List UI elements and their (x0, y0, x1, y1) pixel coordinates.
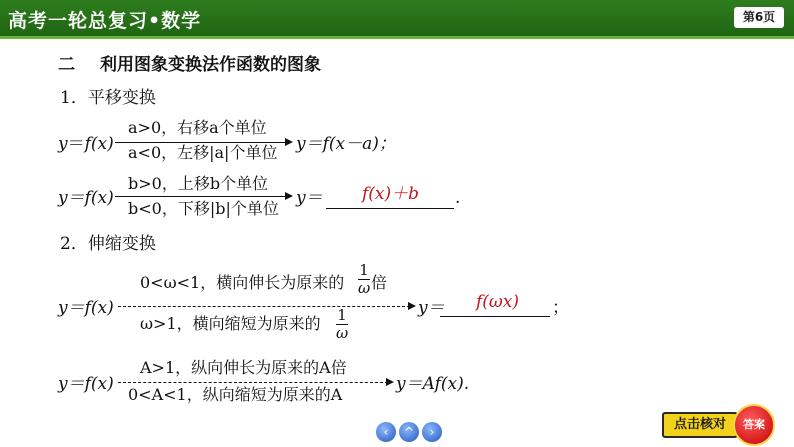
header-bar (0, 0, 794, 39)
course-title: 高考一轮总复习•数学 (8, 10, 202, 32)
row2-bottom-condition: b<0，下移|b|个单位 (128, 199, 279, 218)
row1-lhs-eq: ＝ (67, 134, 85, 154)
row3-end: ； (552, 298, 569, 318)
row3-top-condition: 0<ω<1，横向伸长为原来的 (140, 273, 345, 292)
row2-arrow-line (115, 196, 287, 197)
row2-result-prefix: y＝ (296, 188, 323, 208)
row3-arrow-head (408, 302, 416, 310)
prev-page-button[interactable]: ‹ (376, 422, 396, 442)
row3-top-fraction (358, 263, 370, 296)
subsection-title-1: 1．平移变换 (60, 88, 156, 108)
row4-bottom-condition: 0<A<1，纵向缩短为原来的A (128, 385, 343, 404)
row3-arrow-line (118, 306, 410, 307)
section-title: 利用图象变换法作函数的图象 (100, 55, 321, 75)
row1-lhs-x: (x) (90, 134, 114, 154)
check-answer-button[interactable]: 点击核对 (662, 412, 738, 438)
row3-bottom-condition: ω>1，横向缩短为原来的 (140, 314, 321, 333)
row3-answer: f(ωx) (476, 292, 520, 312)
row3-bot-frac-num: 1 (337, 306, 347, 324)
section-number: 二 (58, 55, 75, 75)
row4-top-condition: A>1，纵向伸长为原来的A倍 (140, 358, 347, 377)
subsection-title-2: 2．伸缩变换 (60, 234, 156, 254)
row4-lhs: y＝f(x) (58, 374, 114, 394)
next-page-button[interactable]: › (422, 422, 442, 442)
row3-bot-frac-den: ω (336, 324, 349, 342)
row2-answer: f(x)＋b (362, 184, 420, 204)
row1-lhs-y: y (58, 134, 68, 154)
row1-bottom-condition: a<0，左移|a|个单位 (128, 143, 278, 162)
page-badge: 第6页 (734, 7, 784, 28)
row1-lhs-f: f (84, 134, 91, 154)
row3-top-frac-num: 1 (359, 261, 369, 279)
row2-end: . (455, 188, 461, 208)
row1-result: y＝f(x－a)； (296, 134, 396, 154)
row4-arrow-line (118, 382, 388, 383)
row4-result: y＝Af(x). (396, 374, 470, 394)
row2-arrow-head (285, 192, 293, 200)
row3-lhs: y＝f(x) (58, 298, 114, 318)
row1-top-condition: a>0，右移a个单位 (128, 118, 267, 137)
row3-result-prefix: y＝ (418, 298, 445, 318)
row2-top-condition: b>0，上移b个单位 (128, 174, 269, 193)
row4-arrow-head (386, 378, 394, 386)
answer-circle-button[interactable]: 答案 (733, 404, 775, 446)
home-button[interactable]: ^ (399, 422, 419, 442)
row3-top-tail: 倍 (371, 273, 388, 292)
row1-arrow-head (285, 138, 293, 146)
row3-top-frac-den: ω (358, 279, 371, 297)
row3-bottom-fraction (336, 308, 348, 341)
row2-lhs: y＝f(x) (58, 188, 114, 208)
row1-lhs (58, 134, 114, 154)
